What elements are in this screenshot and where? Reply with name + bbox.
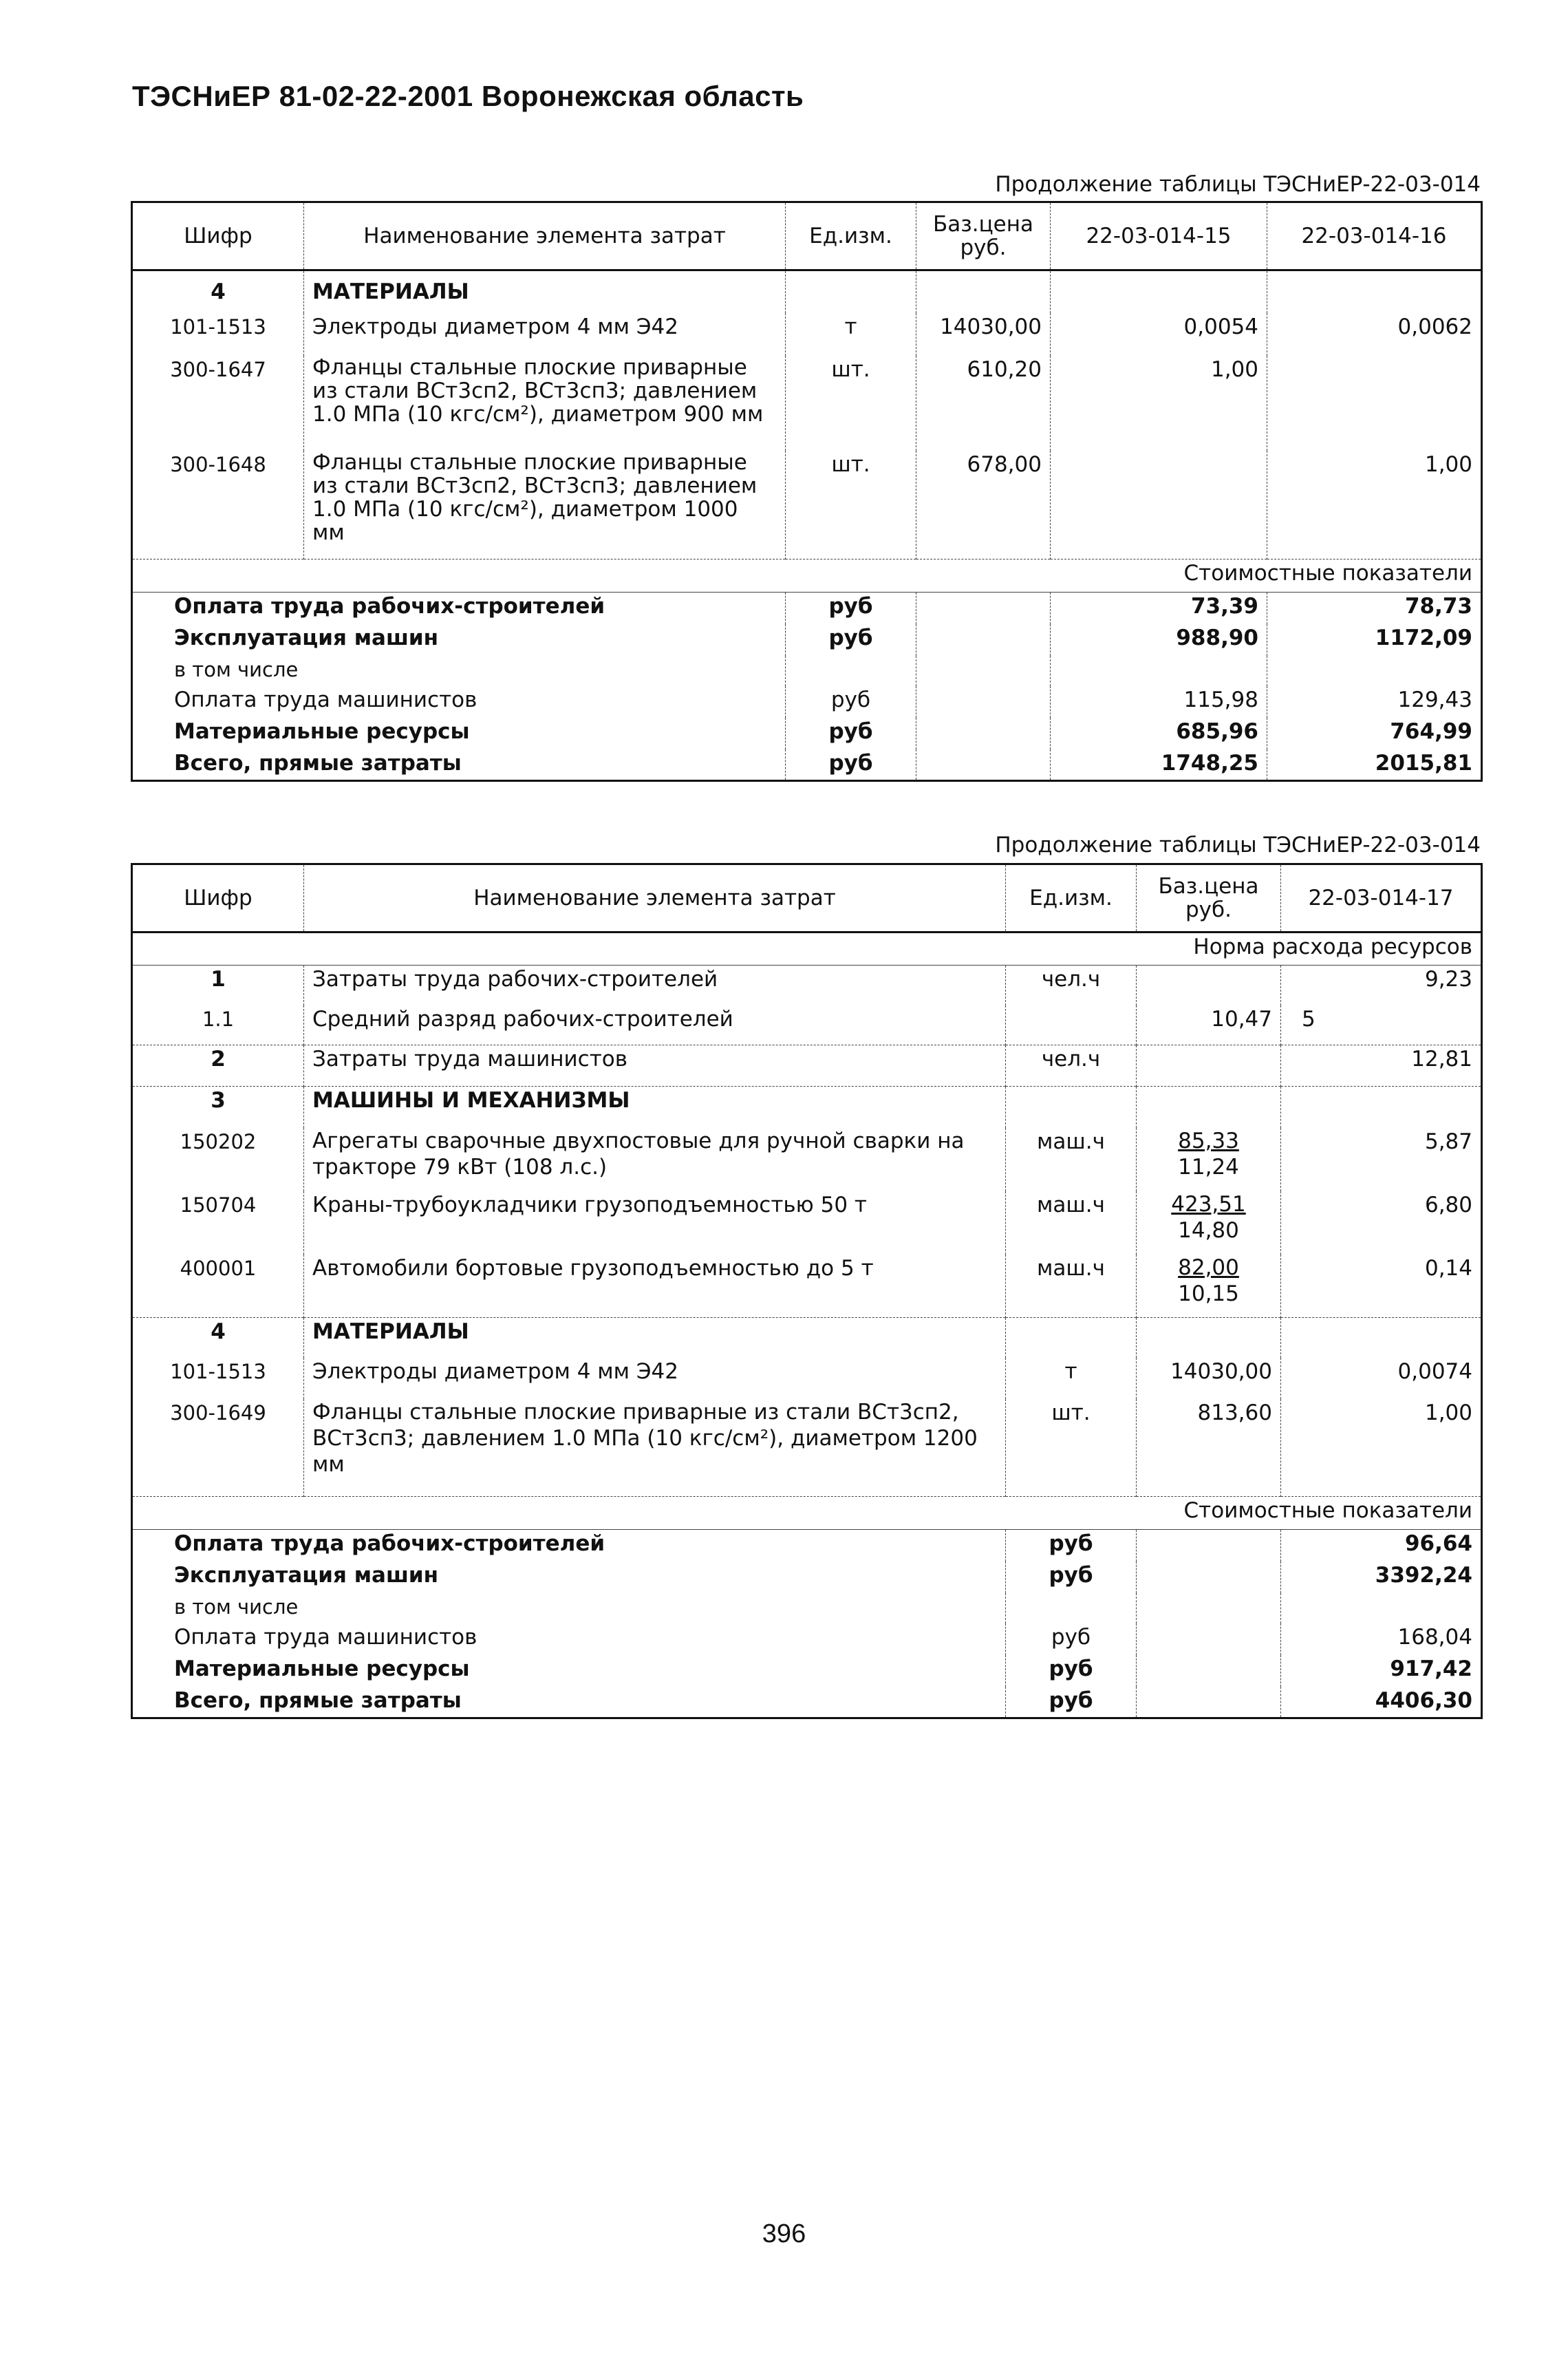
table2-caption: Продолжение таблицы ТЭСНиЕР-22-03-014 — [995, 833, 1481, 857]
cost-unit: руб — [1006, 1562, 1137, 1593]
table1 — [131, 201, 1483, 782]
cost-row-operators — [132, 686, 1482, 718]
row-value-1: 0,0054 — [1051, 313, 1267, 356]
row-value-1: 12,81 — [1281, 1045, 1482, 1087]
table-row — [132, 1255, 1482, 1318]
row-unit: т — [1006, 1358, 1137, 1399]
cost-label: Эксплуатация машин — [174, 625, 439, 650]
row-value-1: 1,00 — [1051, 356, 1267, 451]
cost-header: Стоимостные показатели — [132, 1497, 1482, 1530]
row-price-main: 423,51 — [1171, 1191, 1246, 1217]
cost-header: Стоимостные показатели — [132, 559, 1482, 593]
header-unit: Ед.изм. — [1006, 864, 1137, 932]
row-name: Затраты труда рабочих-строителей — [304, 966, 1006, 1005]
row-price — [1137, 1255, 1281, 1318]
cost-label: Оплата труда машинистов — [174, 1624, 477, 1650]
table2-norm-header — [132, 932, 1482, 966]
cost-row-incl — [132, 656, 1482, 686]
header-unit: Ед.изм. — [786, 202, 916, 270]
row-name: Агрегаты сварочные двухпостовые для ручной сварки на тракторе 79 кВт (108 л.с.) — [304, 1128, 1006, 1191]
header-name: Наименование элемента затрат — [304, 202, 786, 270]
table-row — [132, 356, 1482, 451]
cost-value-1: 168,04 — [1281, 1623, 1482, 1655]
cost-label: Всего, прямые затраты — [174, 1687, 462, 1713]
cost-value-2: 764,99 — [1267, 718, 1482, 749]
table1-cost-header — [132, 559, 1482, 593]
header-price — [1137, 864, 1281, 932]
row-price: 14030,00 — [1137, 1358, 1281, 1399]
row-name: Автомобили бортовые грузоподъемностью до 5 т — [304, 1255, 1006, 1318]
row-price-main: 82,00 — [1178, 1255, 1239, 1280]
header-price-line2: руб. — [960, 235, 1007, 260]
row-price: 14030,00 — [916, 313, 1051, 356]
cost-unit: руб — [1006, 1623, 1137, 1655]
cost-value-1: 115,98 — [1051, 686, 1267, 718]
table1-caption: Продолжение таблицы ТЭСНиЕР-22-03-014 — [995, 172, 1481, 197]
cost-value-1: 917,42 — [1281, 1655, 1482, 1687]
cost-label: Эксплуатация машин — [174, 1562, 439, 1588]
row-value-2: 0,0062 — [1267, 313, 1482, 356]
cost-label: Материальные ресурсы — [174, 1656, 470, 1681]
row-value-1: 9,23 — [1281, 966, 1482, 1005]
cost-value-2: 2015,81 — [1267, 749, 1482, 781]
row-name: Затраты труда машинистов — [304, 1045, 1006, 1087]
row-price-main: 85,33 — [1178, 1128, 1239, 1153]
header-price — [916, 202, 1051, 270]
table1-section4 — [132, 270, 1482, 313]
row-price: 10,47 — [1137, 1005, 1281, 1045]
row-name: Средний разряд рабочих-строителей — [304, 1005, 1006, 1045]
row-code: 101-1513 — [170, 315, 266, 339]
table2-section4 — [132, 1318, 1482, 1358]
header-price-line1: Баз.цена — [1158, 874, 1259, 899]
cost-value-2: 1172,09 — [1267, 624, 1482, 656]
cost-label: Оплата труда машинистов — [174, 687, 477, 712]
table-row — [132, 1399, 1482, 1497]
row-price-sub: 11,24 — [1178, 1154, 1239, 1180]
cost-value-1: 96,64 — [1281, 1530, 1482, 1562]
table-row — [132, 1045, 1482, 1087]
table-row — [132, 1128, 1482, 1191]
row-value-1: 5 — [1281, 1005, 1482, 1045]
section-title: МАТЕРИАЛЫ — [304, 270, 786, 313]
row-code: 101-1513 — [170, 1359, 266, 1383]
cost-unit: руб — [786, 686, 916, 718]
header-price-line1: Баз.цена — [932, 212, 1034, 237]
cost-value-1: 988,90 — [1051, 624, 1267, 656]
header-col1: 22-03-014-15 — [1051, 202, 1267, 270]
row-price-sub: 10,15 — [1178, 1281, 1239, 1306]
row-unit: маш.ч — [1006, 1191, 1137, 1255]
row-code: 150704 — [180, 1193, 257, 1217]
cost-row-labor — [132, 593, 1482, 624]
row-unit: маш.ч — [1006, 1255, 1137, 1318]
cost-unit: руб — [1006, 1687, 1137, 1718]
table2-cost-header — [132, 1497, 1482, 1530]
cost-unit: руб — [786, 624, 916, 656]
cost-unit: руб — [786, 749, 916, 781]
cost-row-total — [132, 749, 1482, 781]
row-name: Электроды диаметром 4 мм Э42 — [304, 313, 786, 356]
cost-label: Материальные ресурсы — [174, 718, 470, 744]
row-price — [1137, 1191, 1281, 1255]
cost-label: Оплата труда рабочих-строителей — [174, 594, 605, 619]
row-value-1: 6,80 — [1281, 1191, 1482, 1255]
row-unit: чел.ч — [1006, 1045, 1137, 1087]
table2-header-row — [132, 864, 1482, 932]
row-code: 300-1649 — [170, 1400, 266, 1425]
table-row — [132, 1358, 1482, 1399]
table2 — [131, 863, 1483, 1719]
table-row — [132, 1005, 1482, 1045]
row-value-2: 1,00 — [1267, 451, 1482, 559]
cost-value-2: 78,73 — [1267, 593, 1482, 624]
row-price: 610,20 — [916, 356, 1051, 451]
page-title: ТЭСНиЕР 81-02-22-2001 Воронежская область — [132, 80, 804, 112]
row-unit: шт. — [1006, 1399, 1137, 1497]
header-code: Шифр — [132, 202, 304, 270]
header-code: Шифр — [132, 864, 304, 932]
header-price-line2: руб. — [1185, 897, 1232, 922]
cost-label: Оплата труда рабочих-строителей — [174, 1531, 605, 1556]
section-title: МАШИНЫ И МЕХАНИЗМЫ — [304, 1087, 1006, 1128]
row-unit: шт. — [786, 356, 916, 451]
row-value-2 — [1267, 356, 1482, 451]
row-name: Фланцы стальные плоские приварные из стали ВСт3сп2, ВСт3сп3; давлением 1.0 МПа (10 кгс/см²), диаметром 1200 мм — [304, 1399, 1006, 1497]
table-row — [132, 1191, 1482, 1255]
row-name: Краны-трубоукладчики грузоподъемностью 50 т — [304, 1191, 1006, 1255]
cost-row-materials — [132, 718, 1482, 749]
cost-row-operators — [132, 1623, 1482, 1655]
cost-unit: руб — [786, 718, 916, 749]
cost-value-1: 73,39 — [1051, 593, 1267, 624]
section-number: 3 — [132, 1087, 304, 1128]
cost-value-1: 3392,24 — [1281, 1562, 1482, 1593]
row-value-1 — [1051, 451, 1267, 559]
header-col1: 22-03-014-17 — [1281, 864, 1482, 932]
cost-label: в том числе — [174, 1595, 299, 1619]
section-number: 4 — [132, 1318, 304, 1358]
row-name: Электроды диаметром 4 мм Э42 — [304, 1358, 1006, 1399]
table-row — [132, 313, 1482, 356]
cost-unit: руб — [1006, 1655, 1137, 1687]
row-unit: т — [786, 313, 916, 356]
table1-header-row — [132, 202, 1482, 270]
table-row — [132, 451, 1482, 559]
row-value-1: 5,87 — [1281, 1128, 1482, 1191]
cost-row-machines — [132, 624, 1482, 656]
row-price — [1137, 1128, 1281, 1191]
row-number: 1 — [211, 967, 226, 992]
section-number: 4 — [211, 279, 226, 304]
cost-row-machines — [132, 1562, 1482, 1593]
cost-row-materials — [132, 1655, 1482, 1687]
table2-section3 — [132, 1087, 1482, 1128]
row-number: 1.1 — [202, 1007, 235, 1031]
row-price: 678,00 — [916, 451, 1051, 559]
page-number: 396 — [762, 2219, 806, 2248]
cost-row-total — [132, 1687, 1482, 1718]
cost-value-1: 1748,25 — [1051, 749, 1267, 781]
cost-label: Всего, прямые затраты — [174, 750, 462, 776]
row-unit: шт. — [786, 451, 916, 559]
row-value-1: 0,0074 — [1281, 1358, 1482, 1399]
row-number: 2 — [132, 1045, 304, 1087]
row-code: 150202 — [180, 1129, 257, 1153]
cost-row-labor — [132, 1530, 1482, 1562]
cost-value-2: 129,43 — [1267, 686, 1482, 718]
cost-row-incl — [132, 1593, 1482, 1623]
row-value-1: 0,14 — [1281, 1255, 1482, 1318]
cost-unit: руб — [1006, 1530, 1137, 1562]
row-name: Фланцы стальные плоские приварные из стали ВСт3сп2, ВСт3сп3; давлением 1.0 МПа (10 кгс/см²), диаметром 900 мм — [304, 356, 786, 451]
row-value-1: 1,00 — [1281, 1399, 1482, 1497]
row-code: 300-1648 — [170, 452, 266, 476]
cost-value-1: 685,96 — [1051, 718, 1267, 749]
section-title: МАТЕРИАЛЫ — [304, 1318, 1006, 1358]
table-row — [132, 966, 1482, 1005]
row-unit: чел.ч — [1006, 966, 1137, 1005]
row-price: 813,60 — [1137, 1399, 1281, 1497]
row-code: 400001 — [180, 1256, 257, 1280]
header-col2: 22-03-014-16 — [1267, 202, 1482, 270]
row-price-sub: 14,80 — [1178, 1217, 1239, 1243]
row-code: 300-1647 — [170, 357, 266, 381]
cost-label: в том числе — [174, 657, 299, 681]
row-unit: маш.ч — [1006, 1128, 1137, 1191]
cost-unit: руб — [786, 593, 916, 624]
row-name: Фланцы стальные плоские приварные из стали ВСт3сп2, ВСт3сп3; давлением 1.0 МПа (10 кгс/см²), диаметром 1000 мм — [304, 451, 786, 559]
header-name: Наименование элемента затрат — [304, 864, 1006, 932]
cost-value-1: 4406,30 — [1281, 1687, 1482, 1718]
norm-header: Норма расхода ресурсов — [132, 932, 1482, 966]
